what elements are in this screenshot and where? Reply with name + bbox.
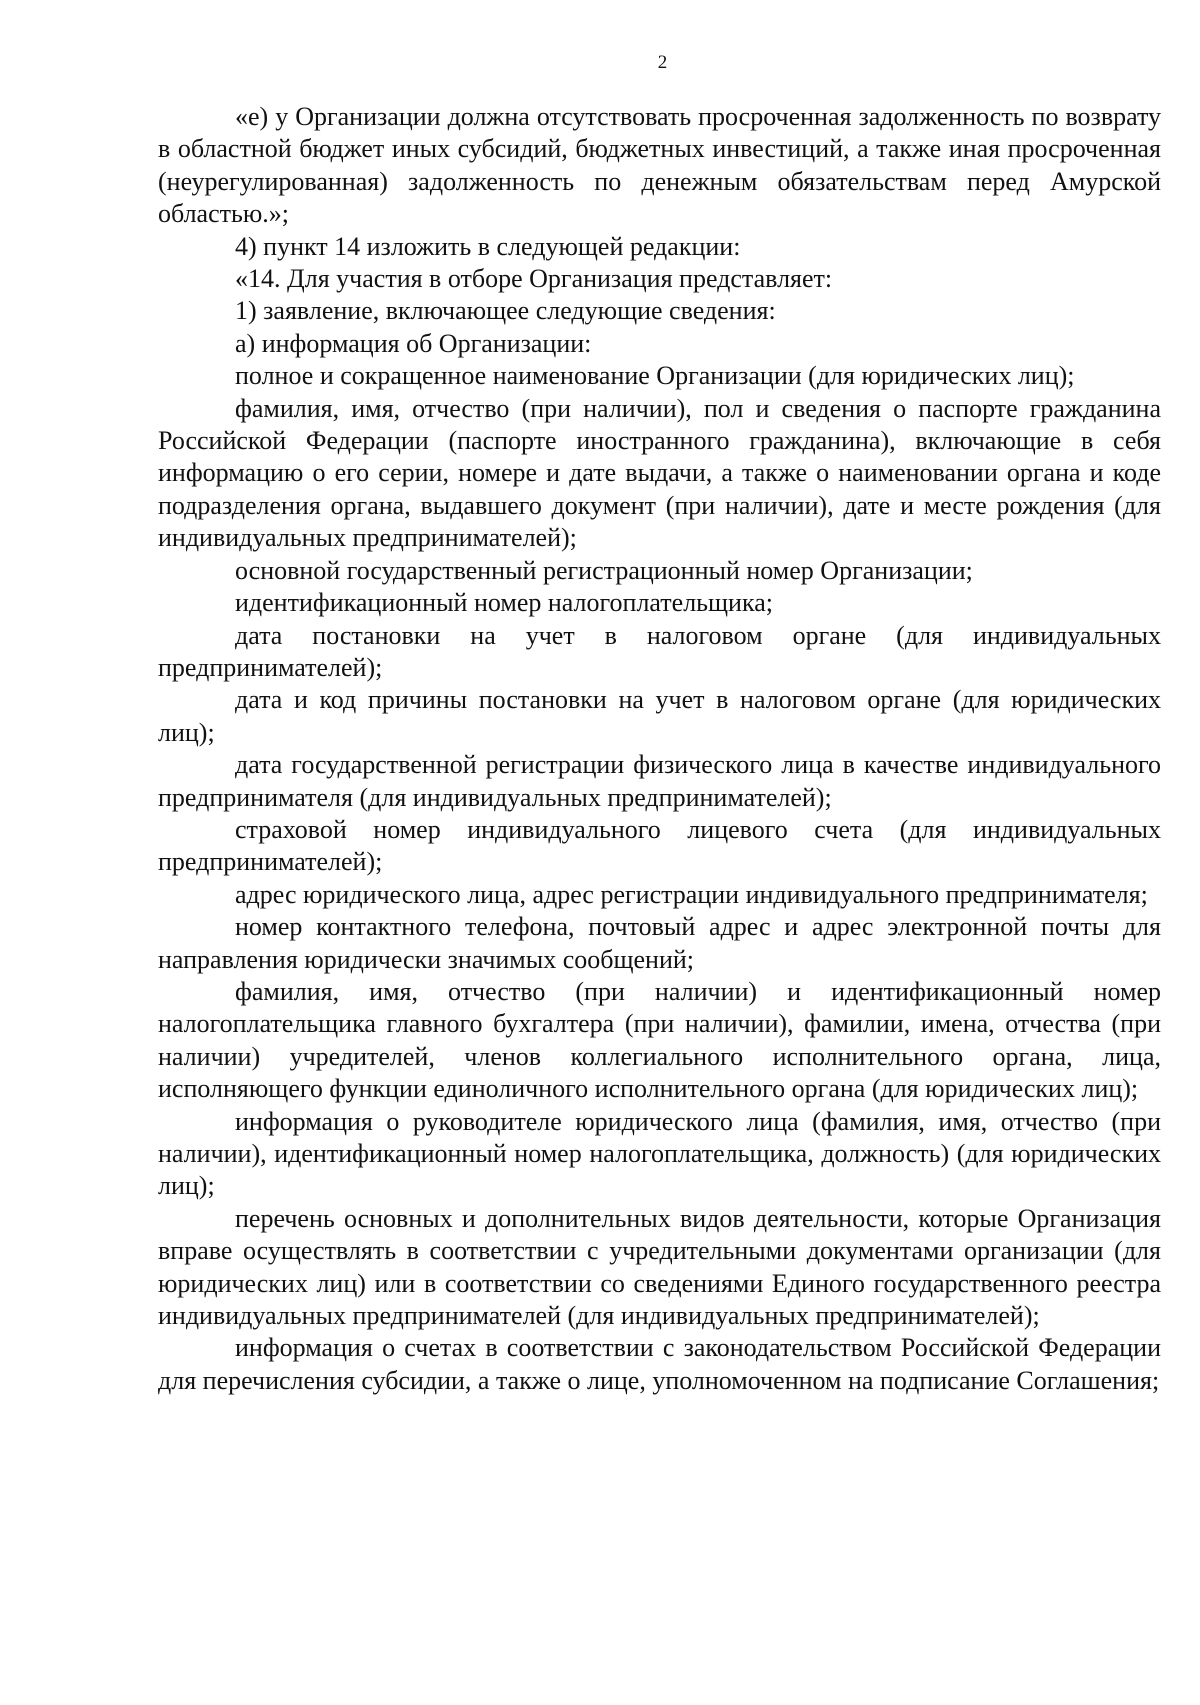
paragraph: дата государственной регистрации физического лица в качестве индивидуального предпринимателя (для индивидуальных предпринимателей);	[158, 750, 1161, 812]
paragraph: информация о счетах в соответствии с законодательством Российской Федерации для перечисления субсидии, а также о лице, уполномоченном на подписание Соглашения;	[158, 1333, 1161, 1395]
paragraph: информация о руководителе юридического лица (фамилия, имя, отчество (при наличии), идентификационный номер налогоплательщика, должность) (для юридических лиц);	[158, 1106, 1161, 1201]
page-number: 2	[657, 52, 668, 73]
paragraph: а) информация об Организации:	[235, 328, 592, 358]
paragraph: 4) пункт 14 изложить в следующей редакции:	[235, 231, 741, 261]
document-body	[158, 101, 1161, 1397]
paragraph: перечень основных и дополнительных видов деятельности, которые Организация вправе осуществлять в соответствии с учредительными документами организации (для юридических лиц) или в соответствии со сведениями Единого государственного реестра индивидуальных предпринимателей (для индивидуальных предпринимателей);	[158, 1203, 1161, 1331]
paragraph: номер контактного телефона, почтовый адрес и адрес электронной почты для направления юридически значимых сообщений;	[158, 912, 1161, 974]
paragraph: основной государственный регистрационный номер Организации;	[235, 555, 973, 585]
paragraph: адрес юридического лица, адрес регистрации индивидуального предпринимателя;	[235, 879, 1148, 909]
paragraph: фамилия, имя, отчество (при наличии), пол и сведения о паспорте гражданина Российской Федерации (паспорте иностранного гражданина), включающие в себя информацию о его серии, номере и дате выдачи, а также о наименовании органа и коде подразделения органа, выдавшего документ (при наличии), дате и месте рождения (для индивидуальных предпринимателей);	[158, 393, 1161, 553]
paragraph: страховой номер индивидуального лицевого счета (для индивидуальных предпринимателей);	[158, 814, 1161, 877]
paragraph: «14. Для участия в отборе Организация представляет:	[235, 264, 833, 294]
paragraph: дата и код причины постановки на учет в налоговом органе (для юридических лиц);	[158, 685, 1161, 747]
paragraph: дата постановки на учет в налоговом органе (для индивидуальных предпринимателей);	[158, 620, 1161, 682]
paragraph: 1) заявление, включающее следующие сведения:	[235, 296, 776, 326]
paragraph: «е) у Организации должна отсутствовать просроченная задолженность по возврату в областной бюджет иных субсидий, бюджетных инвестиций, а также иная просроченная (неурегулированная) задолженность по денежным обязательствам перед Амурской областью.»;	[158, 102, 1161, 229]
paragraph: фамилия, имя, отчество (при наличии) и идентификационный номер налогоплательщика главного бухгалтера (при наличии), фамилии, имена, отчества (при наличии) учредителей, членов коллегиального исполнительного органа, лица, исполняющего функции единоличного исполнительного органа (для юридических лиц);	[158, 976, 1161, 1104]
paragraph: полное и сокращенное наименование Организации (для юридических лиц);	[235, 361, 1075, 391]
paragraph: идентификационный номер налогоплательщика;	[235, 588, 773, 618]
